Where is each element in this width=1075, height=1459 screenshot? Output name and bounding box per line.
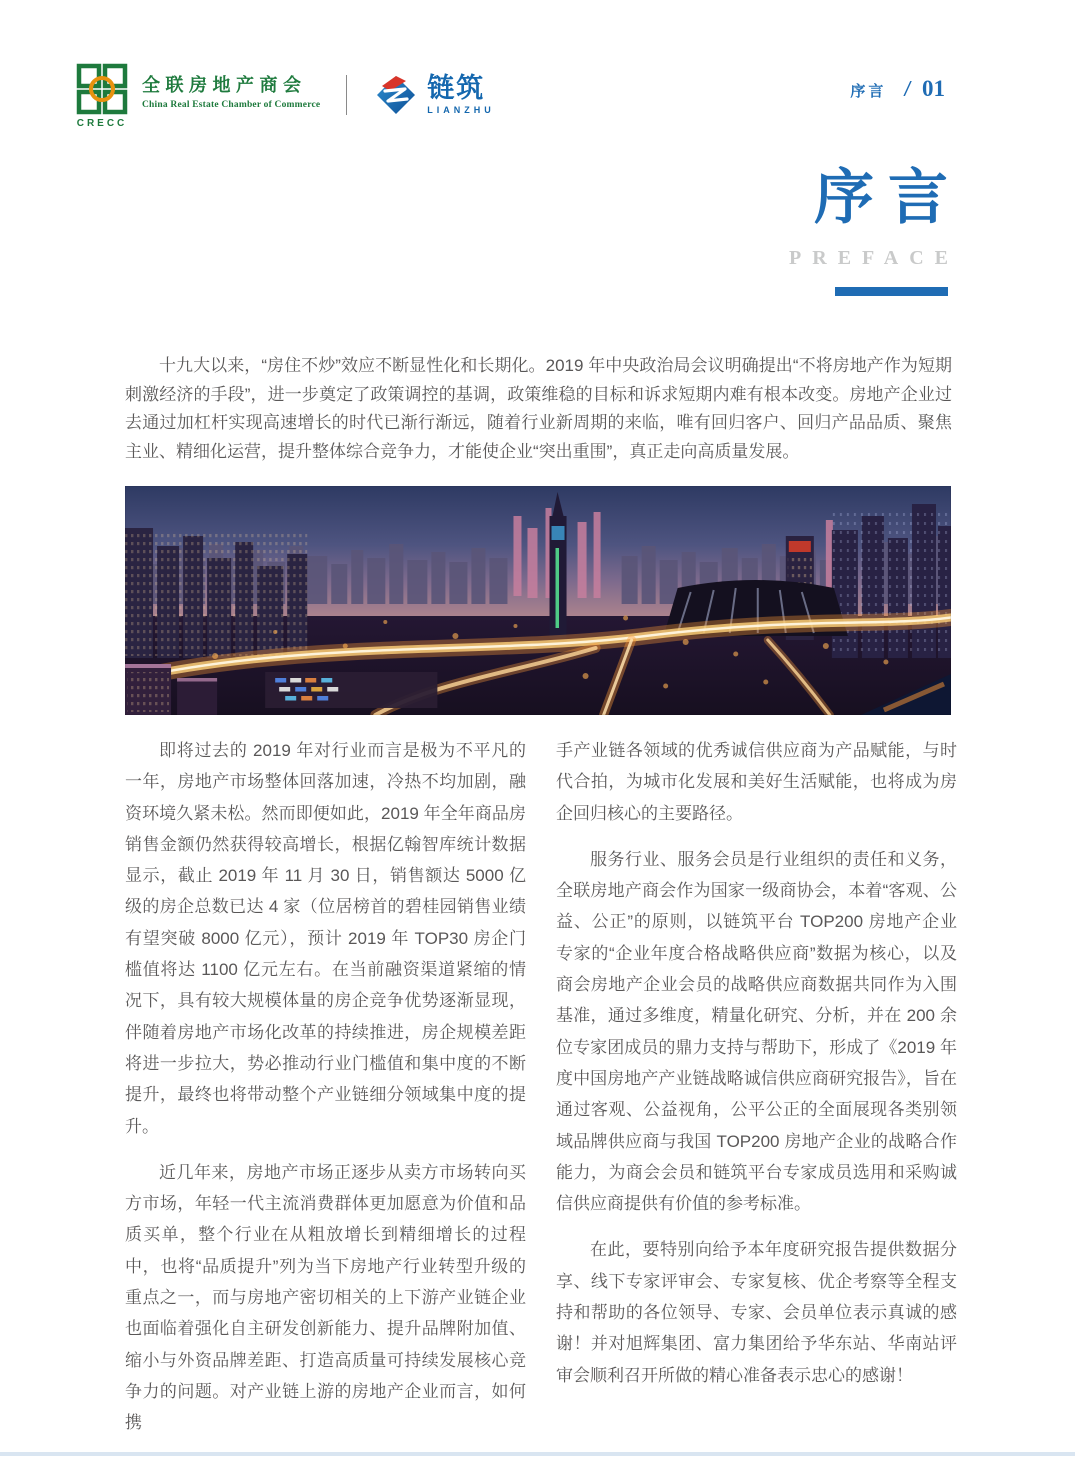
- left-paragraph-1: 即将过去的 2019 年对行业而言是极为不平凡的一年，房地产市场整体回落加速，冷热不均加剧，融资环境久紧未松。然而即便如此，2019 年全年商品房销售金额仍然获得较高增长，根据亿翰智库统计数据显示，截止 2019 年 11 月 30 日，销售额达 5000 亿级的房企总数已达 4 家（位居榜首的碧桂园销售业绩有望突破 8000 亿元），预计 2019 年 TOP30 房企门槛值将达 1100 亿元左右。在当前融资渠道紧缩的情况下，具有较大规模体量的房企竞争优势逐渐显现，伴随着房地产市场化改革的持续推进，房企规模差距将进一步拉大，势必推动行业门槛值和集中度的不断提升，最终也将带动整个产业链细分领域集中度的提升。: [125, 741, 526, 1136]
- page-header: [75, 60, 495, 130]
- crecc-squares-icon: [75, 62, 129, 116]
- right-paragraph-2: 服务行业、服务会员是行业组织的责任和义务，全联房地产商会作为国家一级商协会，本着“客观、公益、公正”的原则，以链筑平台 TOP200 房地产企业专家的“企业年度合格战略供应商”数据为核心，以及商会房地产企业会员的战略供应商数据共同作为入围基准，通过多维度，精量化研究、分析，并在 200 余位专家团成员的鼎力支持与帮助下，形成了《2019 年度中国房地产产业链战略诚信供应商研究报告》，旨在通过客观、公益视角，公平公正的全面展现各类别领域品牌供应商与我国 TOP200 房地产企业的战略合作能力，为商会会员和链筑平台专家成员选用和采购诚信供应商提供有价值的参考标准。: [556, 849, 957, 1214]
- intro-paragraph: 十九大以来，“房住不炒”效应不断显性化和长期化。2019 年中央政治局会议明确提出“不将房地产作为短期刺激经济的手段”，进一步奠定了政策调控的基调，政策维稳的目标和诉求短期内难有根本改变。房地产企业过去通过加杠杆实现高速增长的时代已渐行渐远，随着行业新周期的来临，唯有回归客户、回归产品品质、聚焦主业、精细化运营，提升整体综合竞争力，才能使企业“突出重围”，真正走向高质量发展。: [125, 356, 952, 461]
- title-block: [789, 165, 962, 296]
- lianzhu-diamond-icon: [373, 72, 419, 118]
- header-divider: [346, 75, 347, 115]
- right-column: [556, 735, 957, 1439]
- footer-accent-line: [0, 1452, 1075, 1456]
- page-marker: [850, 76, 945, 102]
- page-title-en: PREFACE: [789, 247, 959, 269]
- mid-buildings-left: [125, 528, 307, 658]
- right-paragraph-1: 手产业链各领域的优秀诚信供应商为产品赋能，与时代合拍，为城市化发展和美好生活赋能，也将成为房企回归核心的主要路径。: [556, 741, 957, 823]
- crecc-ring-icon: [91, 78, 113, 100]
- body-columns: [125, 735, 957, 1439]
- city-night-illustration: [125, 486, 951, 715]
- city-night-photo: [125, 486, 951, 715]
- crecc-logo-mark: [75, 62, 129, 129]
- title-accent-bar: [835, 287, 948, 296]
- crecc-name-cn: 全联房地产商会: [142, 74, 307, 95]
- page-title: 序言: [814, 165, 962, 231]
- crecc-name-en: China Real Estate Chamber of Commerce: [142, 99, 321, 110]
- crecc-acronym: CRECC: [76, 117, 128, 129]
- lianzhu-name-en: LIANZHU: [427, 105, 495, 115]
- parking-lot: [265, 672, 437, 708]
- page-number: 01: [922, 76, 945, 101]
- lianzhu-name-cn: 链筑: [427, 73, 486, 103]
- lianzhu-logo: [373, 72, 495, 118]
- page-marker-separator: /: [904, 79, 910, 101]
- right-paragraph-3: 在此，要特别向给予本年度研究报告提供数据分享、线下专家评审会、专家复核、优企考察等全程支持和帮助的各位领导、专家、会员单位表示真诚的感谢！并对旭辉集团、富力集团给予华东站、华南站评审会顺利召开所做的精心准备表示忠心的感谢！: [556, 1240, 957, 1385]
- left-column: [125, 735, 526, 1439]
- section-label: 序言: [850, 83, 887, 100]
- left-paragraph-2: 近几年来，房地产市场正逐步从卖方市场转向买方市场，年轻一代主流消费群体更加愿意为价值和品质买单，整个行业在从粗放增长到精细增长的过程中，也将“品质提升”列为当下房地产行业转型升级的重点之一，而与房地产密切相关的上下游产业链企业也面临着强化自主研发创新能力、提升品牌附加值、缩小与外资品牌差距、打造高质量可持续发展核心竞争力的问题。对产业链上游的房地产企业而言，如何携: [125, 1162, 526, 1433]
- crecc-logo: [75, 62, 320, 129]
- intro-section: [125, 352, 952, 466]
